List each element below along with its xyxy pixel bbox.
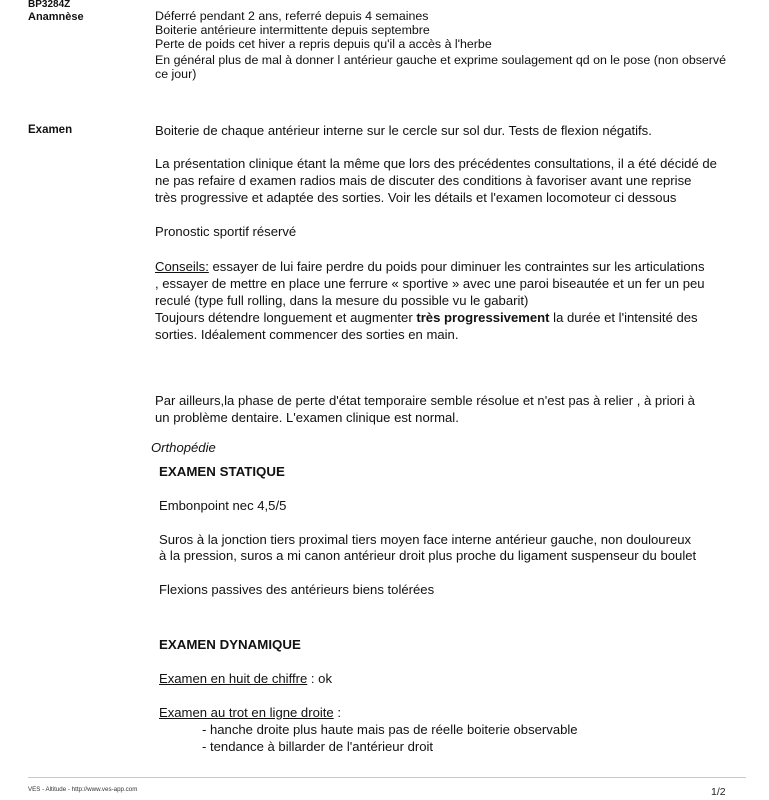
anamnese-line: Boiterie antérieure intermittente depuis septembre [155,23,430,37]
emphasis: très progressivement [416,310,550,325]
trot-label: Examen au trot en ligne droite [159,705,334,720]
trot-line: Examen au trot en ligne droite : [159,705,341,720]
anamnese-line: Perte de poids cet hiver a repris depuis qu'il a accès à l'herbe [155,37,492,51]
section-title-dynamique: EXAMEN DYNAMIQUE [159,637,301,652]
anamnese-line: ce jour) [155,67,197,81]
examen-paragraph-line: La présentation clinique étant la même que lors des précédentes consultations, il a été décidé de [155,156,717,171]
record-code: BP3284Z [28,0,71,10]
conseils-line: , essayer de mettre en place une ferrure « sportive » avec une paroi biseautée et un fer un peu [155,276,705,291]
suros-line: Suros à la jonction tiers proximal tiers moyen face interne antérieur gauche, non douloureux [159,532,692,547]
ailleurs-line: Par ailleurs,la phase de perte d'état temporaire semble résolue et n'est pas à relier , à priori à [155,393,695,408]
flexions: Flexions passives des antérieurs biens tolérées [159,582,435,597]
toujours-line: Toujours détendre longuement et augmenter très progressivement la durée et l'intensité des [155,310,698,325]
ailleurs-line: un problème dentaire. L'examen clinique est normal. [155,410,459,425]
orthopedie-label: Orthopédie [151,440,216,455]
huit-label: Examen en huit de chiffre [159,671,308,686]
section-title-statique: EXAMEN STATIQUE [159,464,285,479]
toujours-line: sorties. Idéalement commencer des sorties en main. [155,327,459,342]
conseils-line: Conseils: essayer de lui faire perdre du poids pour diminuer les contraintes sur les articulations [155,259,705,274]
conseils-line: reculé (type full rolling, dans la mesure du possible vu le gabarit) [155,293,529,308]
footer-divider [28,777,746,778]
examen-paragraph-line: très progressive et adaptée des sorties. Voir les détails et l'examen locomoteur ci dessous [155,190,677,205]
huit-line: Examen en huit de chiffre : ok [159,671,332,686]
suros-line: à la pression, suros a mi canon antérieur droit plus proche du ligament suspenseur du boulet [159,548,697,563]
embonpoint: Embonpoint nec 4,5/5 [159,498,287,513]
examen-label: Examen [28,124,73,136]
examen-paragraph-line: ne pas refaire d examen radios mais de discuter des conditions à favoriser avant une reprise [155,173,692,188]
anamnese-line: En général plus de mal à donner l antérieur gauche et exprime soulagement qd on le pose (non observé [155,53,727,67]
page-number: 1/2 [711,786,726,798]
anamnese-label: Anamnèse [28,11,84,23]
footer-text: VES - Altitude - http://www.ves-app.com [28,786,138,793]
examen-finding: Boiterie de chaque antérieur interne sur le cercle sur sol dur. Tests de flexion négatifs. [155,123,652,138]
conseils-label: Conseils: [155,259,209,274]
pronostic: Pronostic sportif réservé [155,224,297,239]
anamnese-line: Déferré pendant 2 ans, referré depuis 4 semaines [155,9,429,23]
trot-item: - tendance à billarder de l'antérieur droit [202,739,434,754]
trot-item: - hanche droite plus haute mais pas de réelle boiterie observable [202,722,578,737]
